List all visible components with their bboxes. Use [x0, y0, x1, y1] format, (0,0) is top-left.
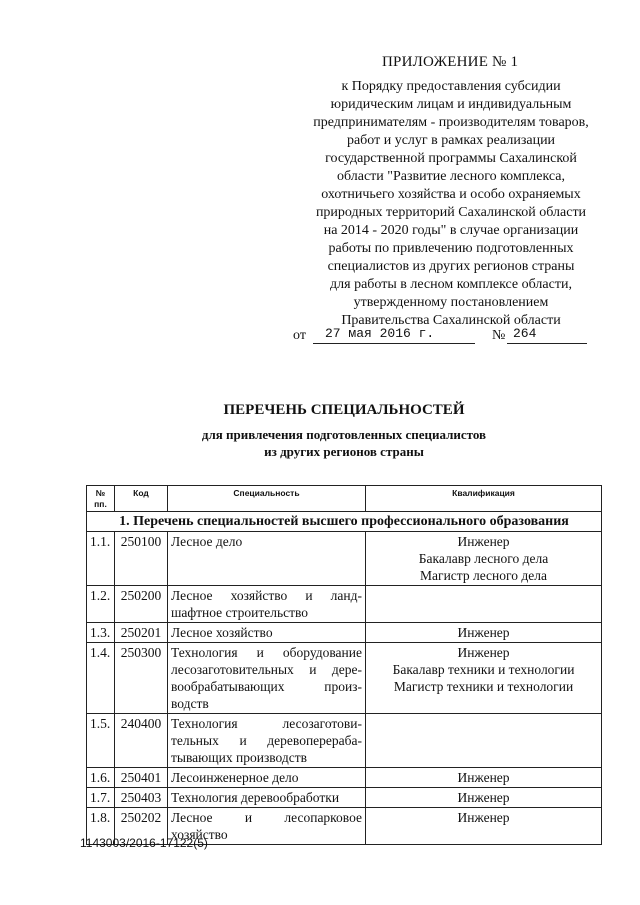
row-specialty: Технология лесозаготови-тельных и деревоперераба-тывающих производств: [168, 714, 366, 768]
row-qualification: [366, 623, 602, 643]
table-row: [87, 586, 602, 623]
qualification-item: Инженер: [457, 625, 510, 640]
header-no-line2: пп.: [94, 499, 107, 509]
qualification-item: Бакалавр техники и технологии: [392, 662, 575, 677]
row-number: 1.4.: [87, 643, 115, 714]
appendix-line: работ и услуг в рамках реализации: [346, 133, 556, 148]
row-code: 250200: [115, 586, 168, 623]
appendix-line: к Порядку предоставления субсидии: [341, 79, 561, 94]
appendix-line: на 2014 - 2020 годы" в случае организации: [323, 223, 579, 238]
row-code: 250100: [115, 532, 168, 586]
document-title: ПЕРЕЧЕНЬ СПЕЦИАЛЬНОСТЕЙ: [223, 402, 465, 418]
header-no-line1: №: [95, 488, 106, 498]
document-code: 1143003/2016-17122(5): [80, 836, 208, 850]
row-qualification: [366, 714, 602, 768]
table-header-row: [87, 486, 602, 512]
table-row: [87, 532, 602, 586]
appendix-line: юридическим лицам и индивидуальным: [330, 97, 572, 112]
row-specialty: Лесное хозяйство и ланд-шафтное строительство: [168, 586, 366, 623]
qualification-item: Инженер: [457, 790, 510, 805]
table-row: [87, 623, 602, 643]
resolution-number: 264: [507, 326, 587, 344]
qualification-item: Инженер: [457, 770, 510, 785]
row-specialty: Лесное дело: [168, 532, 366, 586]
table-row: [87, 643, 602, 714]
header-code: Код: [115, 486, 168, 512]
resolution-reference: [293, 326, 593, 346]
appendix-line: работы по привлечению подготовленных: [328, 241, 574, 256]
appendix-line: утвержденному постановлением: [353, 295, 549, 310]
subtitle-line-2: из других регионов страны: [264, 444, 424, 459]
row-code: 250401: [115, 768, 168, 788]
row-specialty: Технология деревообработки: [168, 788, 366, 808]
number-prefix: №: [492, 328, 506, 343]
row-number: 1.6.: [87, 768, 115, 788]
row-specialty: Лесное хозяйство: [168, 623, 366, 643]
document-subtitle: [0, 426, 640, 460]
qualification-item: Бакалавр лесного дела: [418, 551, 549, 566]
row-specialty: Технология и оборудование лесозаготовительных и дере-вообрабатывающих произ-водств: [168, 643, 366, 714]
table-row: [87, 768, 602, 788]
specialties-table: [86, 485, 602, 845]
appendix-line: Правительства Сахалинской области: [341, 313, 561, 328]
row-code: 240400: [115, 714, 168, 768]
qualification-item: Инженер: [457, 645, 510, 660]
resolution-date: 27 мая 2016 г.: [313, 326, 475, 344]
header-no: [87, 486, 115, 512]
appendix-line: государственной программы Сахалинской: [325, 151, 577, 166]
row-number: 1.5.: [87, 714, 115, 768]
row-number: 1.3.: [87, 623, 115, 643]
row-number: 1.2.: [87, 586, 115, 623]
row-qualification: [366, 788, 602, 808]
table-row: [87, 788, 602, 808]
appendix-line: области "Развитие лесного комплекса,: [336, 169, 566, 184]
row-code: 250202: [115, 808, 168, 845]
qualification-item: Инженер: [457, 534, 510, 549]
row-code: 250403: [115, 788, 168, 808]
row-code: 250300: [115, 643, 168, 714]
appendix-title: ПРИЛОЖЕНИЕ № 1: [382, 54, 519, 70]
row-specialty: Лесное и лесопарковое хозяйство: [168, 808, 366, 845]
row-number: 1.8.: [87, 808, 115, 845]
row-code: 250201: [115, 623, 168, 643]
row-number: 1.7.: [87, 788, 115, 808]
row-specialty: Лесоинженерное дело: [168, 768, 366, 788]
table-row: [87, 714, 602, 768]
row-qualification: [366, 643, 602, 714]
appendix-line: природных территорий Сахалинской области: [315, 205, 587, 220]
section-row: [87, 512, 602, 532]
qualification-item: Магистр техники и технологии: [393, 679, 574, 694]
row-qualification: [366, 808, 602, 845]
date-prefix: от: [293, 328, 306, 343]
header-qualification: Квалификация: [366, 486, 602, 512]
appendix-line: для работы в лесном комплексе области,: [330, 277, 572, 292]
appendix-body: [288, 78, 614, 330]
row-qualification: [366, 532, 602, 586]
section-title: 1. Перечень специальностей высшего профессионального образования: [87, 512, 602, 532]
qualification-item: Магистр лесного дела: [420, 568, 547, 583]
appendix-line: специалистов из других регионов страны: [327, 259, 575, 274]
row-qualification: [366, 586, 602, 623]
header-specialty: Специальность: [168, 486, 366, 512]
appendix-line: охотничьего хозяйства и особо охраняемых: [321, 187, 581, 202]
qualification-item: Инженер: [457, 810, 510, 825]
row-number: 1.1.: [87, 532, 115, 586]
subtitle-line-1: для привлечения подготовленных специалистов: [201, 427, 487, 442]
row-qualification: [366, 768, 602, 788]
appendix-line: предпринимателям - производителям товаров,: [313, 115, 589, 130]
